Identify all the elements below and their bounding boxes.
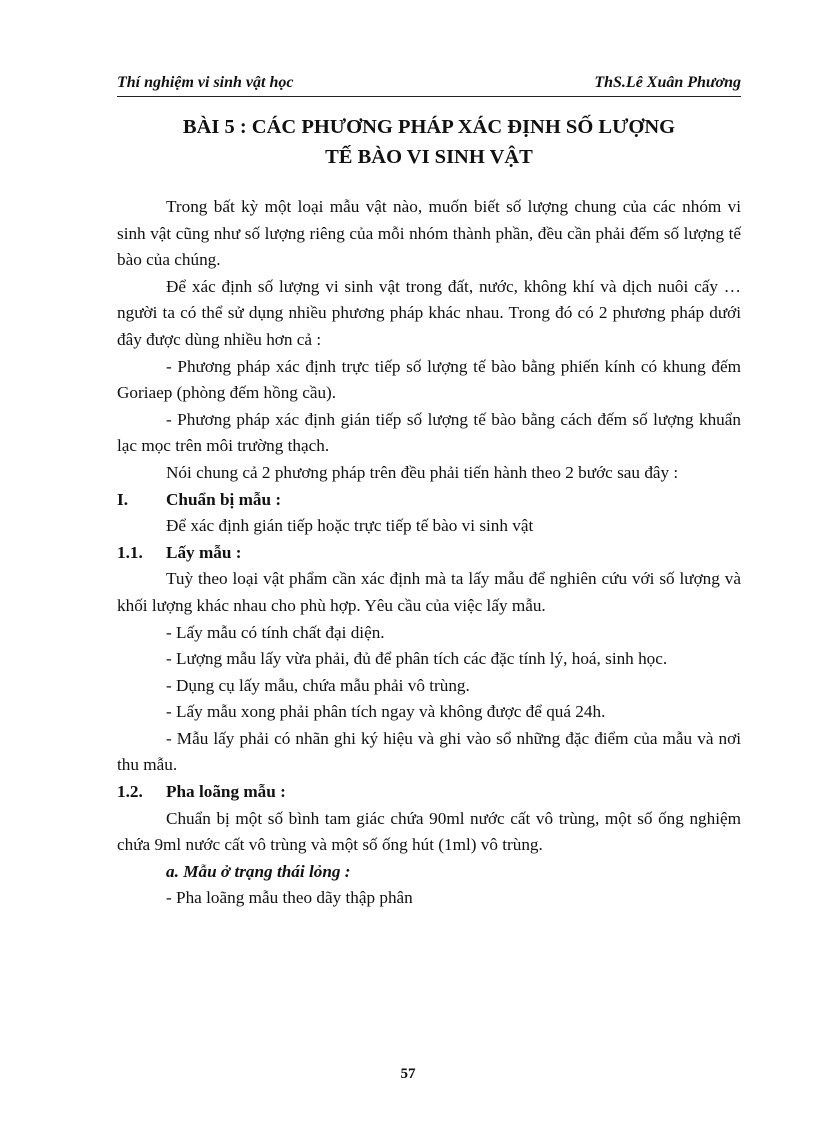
running-header <box>117 74 741 92</box>
list-item: - Lấy mẫu xong phải phân tích ngay và không được để quá 24h. <box>166 702 606 722</box>
section-number: 1.1. <box>117 542 143 562</box>
section-heading-1-1 <box>117 540 741 567</box>
section-title: Pha loãng mẫu : <box>166 782 286 802</box>
section-number: 1.2. <box>117 782 143 802</box>
section-heading-1 <box>117 487 741 514</box>
list-item: - Mẫu lấy phải có nhãn ghi ký hiệu và ghi vào sổ những đặc điểm của mẫu và nơi thu mẫu. <box>117 728 741 775</box>
lesson-title-line-1: BÀI 5 : CÁC PHƯƠNG PHÁP XÁC ĐỊNH SỐ LƯỢNG <box>182 116 676 138</box>
method-indirect: - Phương pháp xác định gián tiếp số lượng tế bào bằng cách đếm số lượng khuẩn lạc mọc trên môi trường thạch. <box>117 409 741 456</box>
section-1-text: Để xác định gián tiếp hoặc trực tiếp tế bào vi sinh vật <box>166 516 534 536</box>
method-direct: - Phương pháp xác định trực tiếp số lượng tế bào bằng phiến kính có khung đếm Goriaep (phòng đếm hồng cầu). <box>117 356 741 403</box>
list-item: - Lượng mẫu lấy vừa phải, đủ để phân tích các đặc tính lý, hoá, sinh học. <box>166 649 668 669</box>
section-heading-1-2 <box>117 779 741 806</box>
header-author: ThS.Lê Xuân Phương <box>594 74 741 91</box>
list-item: - Pha loãng mẫu theo dãy thập phân <box>166 888 413 908</box>
intro-paragraph-1: Trong bất kỳ một loại mẫu vật nào, muốn biết số lượng chung của các nhóm vi sinh vật cũng như số lượng riêng của mỗi nhóm thành phần, đều cần phải đếm số lượng tế bào của chúng. <box>117 197 741 270</box>
body-text <box>117 194 741 912</box>
page-number: 57 <box>400 1066 416 1082</box>
section-title: Lấy mẫu : <box>166 542 242 562</box>
sampling-paragraph: Tuỳ theo loại vật phẩm cần xác định mà ta lấy mẫu để nghiên cứu với số lượng và khối lượng khác nhau cho phù hợp. Yêu cầu của việc lấy mẫu. <box>117 569 741 615</box>
lesson-title <box>117 112 741 172</box>
dilution-paragraph: Chuẩn bị một số bình tam giác chứa 90ml nước cất vô trùng, một số ống nghiệm chứa 9ml nước cất vô trùng và một số ống hút (1ml) vô trùng. <box>117 808 741 855</box>
intro-paragraph-steps: Nói chung cả 2 phương pháp trên đều phải tiến hành theo 2 bước sau đây : <box>166 462 679 482</box>
list-item: - Dụng cụ lấy mẫu, chứa mẫu phải vô trùng. <box>166 675 470 695</box>
section-number: I. <box>117 489 128 509</box>
list-item: - Lấy mẫu có tính chất đại diện. <box>166 622 385 642</box>
subheading-liquid-sample: a. Mẫu ở trạng thái lỏng : <box>166 861 351 881</box>
header-divider <box>117 96 741 97</box>
intro-paragraph-2: Để xác định số lượng vi sinh vật trong đất, nước, không khí và dịch nuôi cấy … người ta có thể sử dụng nhiều phương pháp khác nhau. Trong đó có 2 phương pháp dưới đây được dùng nhiều hơn cả : <box>117 276 741 349</box>
lesson-title-line-2: TẾ BÀO VI SINH VẬT <box>325 146 533 168</box>
header-course-title: Thí nghiệm vi sinh vật học <box>117 74 294 91</box>
section-title: Chuẩn bị mẫu : <box>166 489 282 509</box>
